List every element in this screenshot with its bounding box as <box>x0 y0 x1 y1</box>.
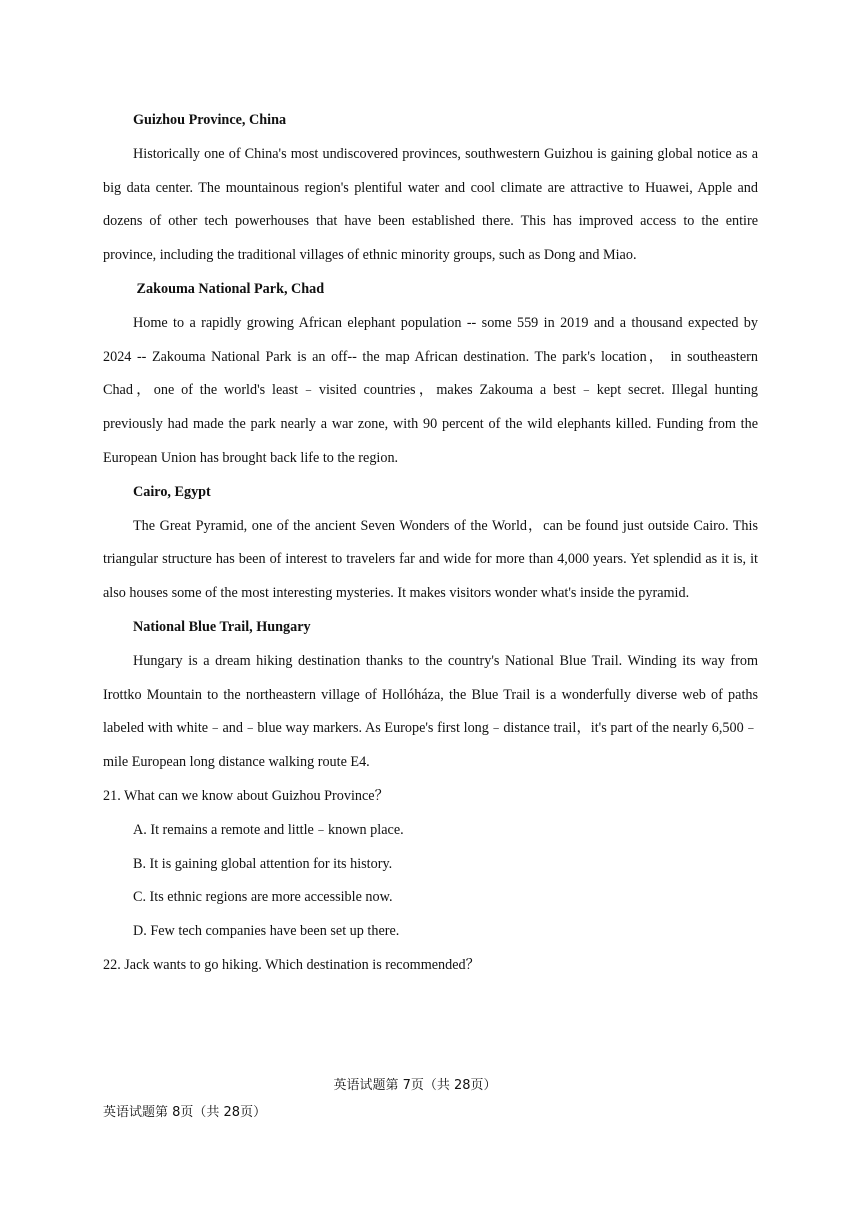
question-21-option-b: B. It is gaining global attention for its history. <box>133 855 393 872</box>
question-21-stem: 21. What can we know about Guizhou Province？ <box>103 787 389 804</box>
section-text-zakouma: Home to a rapidly growing African elephant population -- some 559 in 2019 and a thousand expected by 2024 -- Zakouma National Park is an off-- the map African destination. The park's location， in southeastern Chad，one of the world's least﹣visited countries，makes Zakouma a best﹣kept secret. Illegal hunting previously had made the park nearly a war zone, with 90 percent of the wild elephants killed. Funding from the European Union has brought back life to the region. <box>103 314 758 466</box>
section-heading-cairo: Cairo, Egypt <box>133 483 211 500</box>
section-text-cairo: The Great Pyramid, one of the ancient Seven Wonders of the World，can be found just outside Cairo. This triangular structure has been of interest to travelers far and wide for more than 4,000 years. Yet splendid as it is, it also houses some of the most interesting mysteries. It makes visitors wonder what's inside the pyramid. <box>103 517 758 602</box>
section-heading-blue-trail: National Blue Trail, Hungary <box>133 618 311 635</box>
page-footer-center: 英语试题第 7页（共 28页） <box>333 1078 497 1093</box>
section-text-guizhou: Historically one of China's most undiscovered provinces, southwestern Guizhou is gaining global notice as a big data center. The mountainous region's plentiful water and cool climate are attractive to Huawei, Apple and dozens of other tech powerhouses that have been established there. This has improved access to the entire province, including the traditional villages of ethnic minority groups, such as Dong and Miao. <box>103 145 758 264</box>
document-body <box>103 104 758 983</box>
question-21-option-a: A. It remains a remote and little﹣known place. <box>133 821 404 838</box>
section-text-blue-trail: Hungary is a dream hiking destination thanks to the country's National Blue Trail. Winding its way from Irottko Mountain to the northeastern village of Hollóháza, the Blue Trail is a wonderfully diverse web of paths labeled with white﹣and﹣blue way markers. As Europe's first long﹣distance trail，it's part of the nearly 6,500﹣mile European long distance walking route E4. <box>103 652 758 771</box>
section-heading-zakouma: Zakouma National Park, Chad <box>133 280 325 297</box>
page-footer-left: 英语试题第 8页（共 28页） <box>103 1105 267 1120</box>
question-22-stem: 22. Jack wants to go hiking. Which destination is recommended？ <box>103 956 480 973</box>
question-21-option-c: C. Its ethnic regions are more accessible now. <box>133 889 393 906</box>
question-21-option-d: D. Few tech companies have been set up there. <box>133 923 400 940</box>
section-heading-guizhou: Guizhou Province, China <box>133 112 287 128</box>
